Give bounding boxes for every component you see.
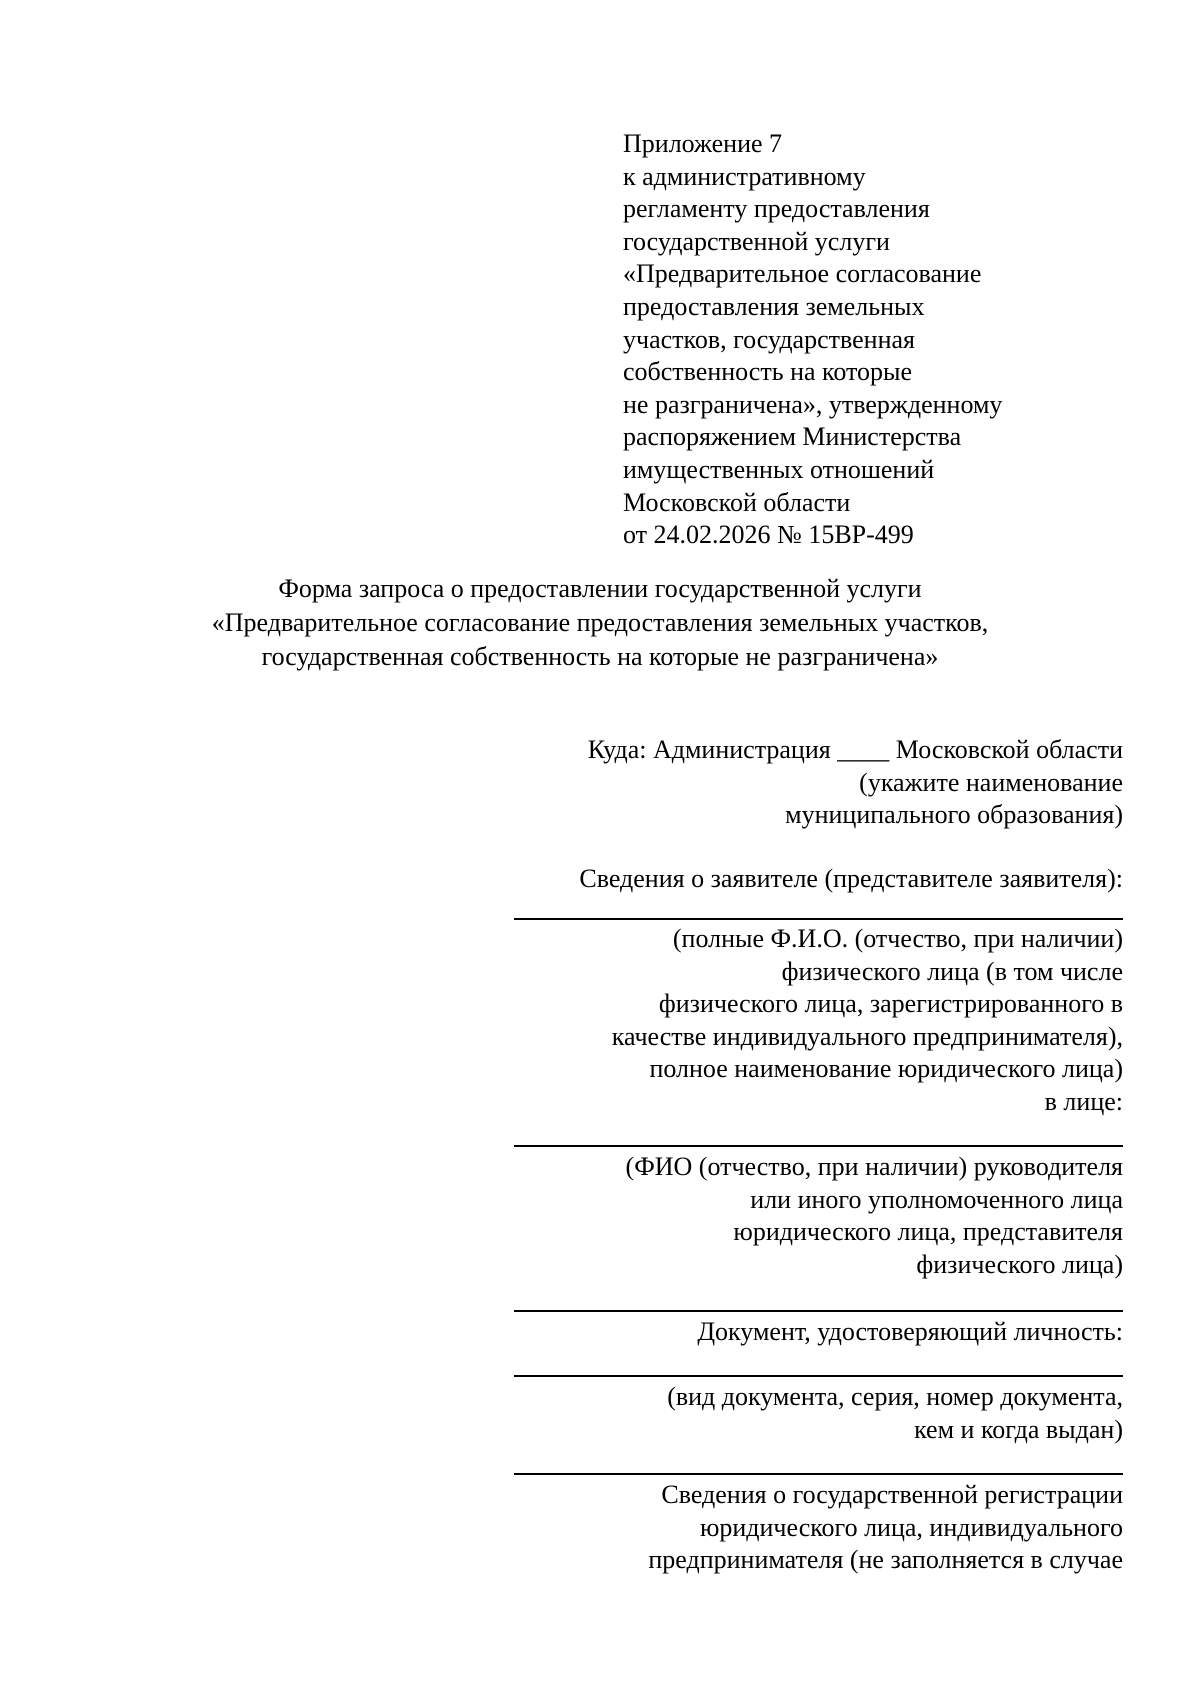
- applicant-name-hint: [430, 923, 1123, 1119]
- appendix-line: к административному: [623, 161, 866, 191]
- form-title-line: государственная собственность на которые не разграничена»: [261, 642, 939, 671]
- hint-line: качестве индивидуального предпринимателя),: [611, 1021, 1123, 1051]
- hint-line: юридического лица, представителя: [733, 1217, 1123, 1247]
- appendix-line: государственной услуги: [623, 226, 890, 256]
- recipient-hint-line: (укажите наименование: [859, 767, 1123, 797]
- hint-line: физического лица (в том числе: [781, 956, 1123, 986]
- appendix-line: Московской области: [623, 487, 851, 517]
- appendix-line: «Предварительное согласование: [623, 259, 982, 289]
- hint-line: физического лица, зарегистрированного в: [658, 989, 1123, 1019]
- hint-line: полное наименование юридического лица): [649, 1054, 1123, 1084]
- id-document-extra-blank-line[interactable]: [514, 1473, 1123, 1475]
- appendix-header: [623, 128, 1103, 552]
- applicant-name-blank-line[interactable]: [514, 918, 1123, 920]
- form-title-line: «Предварительное согласование предоставления земельных участков,: [211, 608, 989, 637]
- appendix-line: предоставления земельных: [623, 291, 925, 321]
- id-document-label: Документ, удостоверяющий личность:: [697, 1317, 1123, 1346]
- registration-line: Сведения о государственной регистрации: [661, 1480, 1123, 1509]
- recipient-hint-line: муниципального образования): [785, 800, 1123, 830]
- appendix-line: имущественных отношений: [623, 454, 935, 484]
- form-title: [100, 572, 1100, 674]
- appendix-line: от 24.02.2026 № 15ВР-499: [623, 520, 914, 550]
- id-document-blank-line[interactable]: [514, 1375, 1123, 1377]
- appendix-line: собственность на которые: [623, 357, 913, 387]
- representative-extra-blank-line[interactable]: [514, 1310, 1123, 1312]
- hint-line: (полные Ф.И.О. (отчество, при наличии): [672, 924, 1123, 953]
- form-title-line: Форма запроса о предоставлении государственной услуги: [278, 574, 922, 603]
- appendix-line: Приложение 7: [623, 129, 783, 158]
- representative-blank-line[interactable]: [514, 1145, 1123, 1147]
- registration-line: юридического лица, индивидуального: [699, 1512, 1123, 1542]
- appendix-line: регламенту предоставления: [623, 194, 930, 224]
- id-document-hint: [430, 1381, 1123, 1446]
- hint-line: кем и когда выдан): [914, 1414, 1123, 1444]
- id-document-label-block: [430, 1316, 1123, 1349]
- appendix-line: распоряжением Министерства: [623, 422, 962, 452]
- hint-line: или иного уполномоченного лица: [750, 1184, 1123, 1214]
- recipient-line: Куда: Администрация ____ Московской области: [587, 735, 1123, 764]
- registration-block: [430, 1479, 1123, 1577]
- representative-hint: [430, 1151, 1123, 1281]
- applicant-heading-block: [430, 863, 1123, 896]
- recipient-block: [430, 734, 1123, 832]
- applicant-heading: Сведения о заявителе (представителе заявителя):: [579, 864, 1123, 893]
- registration-line: предпринимателя (не заполняется в случае: [648, 1545, 1123, 1575]
- hint-line: физического лица): [916, 1249, 1123, 1279]
- hint-line: (ФИО (отчество, при наличии) руководителя: [625, 1152, 1123, 1181]
- appendix-line: участков, государственная: [623, 324, 915, 354]
- hint-line: в лице:: [1044, 1086, 1123, 1116]
- appendix-line: не разграничена», утвержденному: [623, 389, 1003, 419]
- hint-line: (вид документа, серия, номер документа,: [667, 1382, 1123, 1411]
